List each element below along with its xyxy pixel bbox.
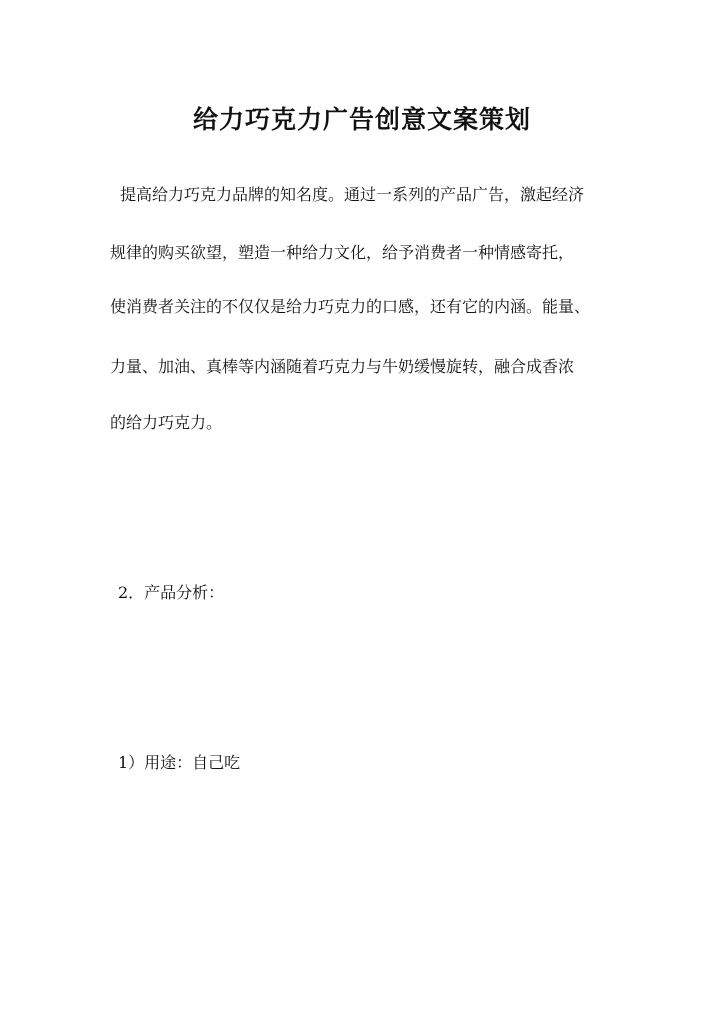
paragraph-line-4: 力量、加油、真棒等内涵随着巧克力与牛奶缓慢旋转，融合成香浓: [110, 357, 575, 376]
section-heading: 2．产品分析：: [118, 583, 225, 602]
paragraph-line-2: 规律的购买欲望，塑造一种给力文化，给予消费者一种情感寄托，: [110, 243, 575, 262]
sub-item: 1）用途：自己吃: [118, 753, 241, 772]
paragraph-line-5: 的给力巧克力。: [110, 413, 223, 432]
paragraph-line-1: 提高给力巧克力品牌的知名度。通过一系列的产品广告，激起经济: [120, 185, 585, 204]
paragraph-line-3: 使消费者关注的不仅仅是给力巧克力的口感，还有它的内涵。能量、: [110, 297, 591, 316]
document-title: 给力巧克力广告创意文案策划: [192, 105, 531, 134]
